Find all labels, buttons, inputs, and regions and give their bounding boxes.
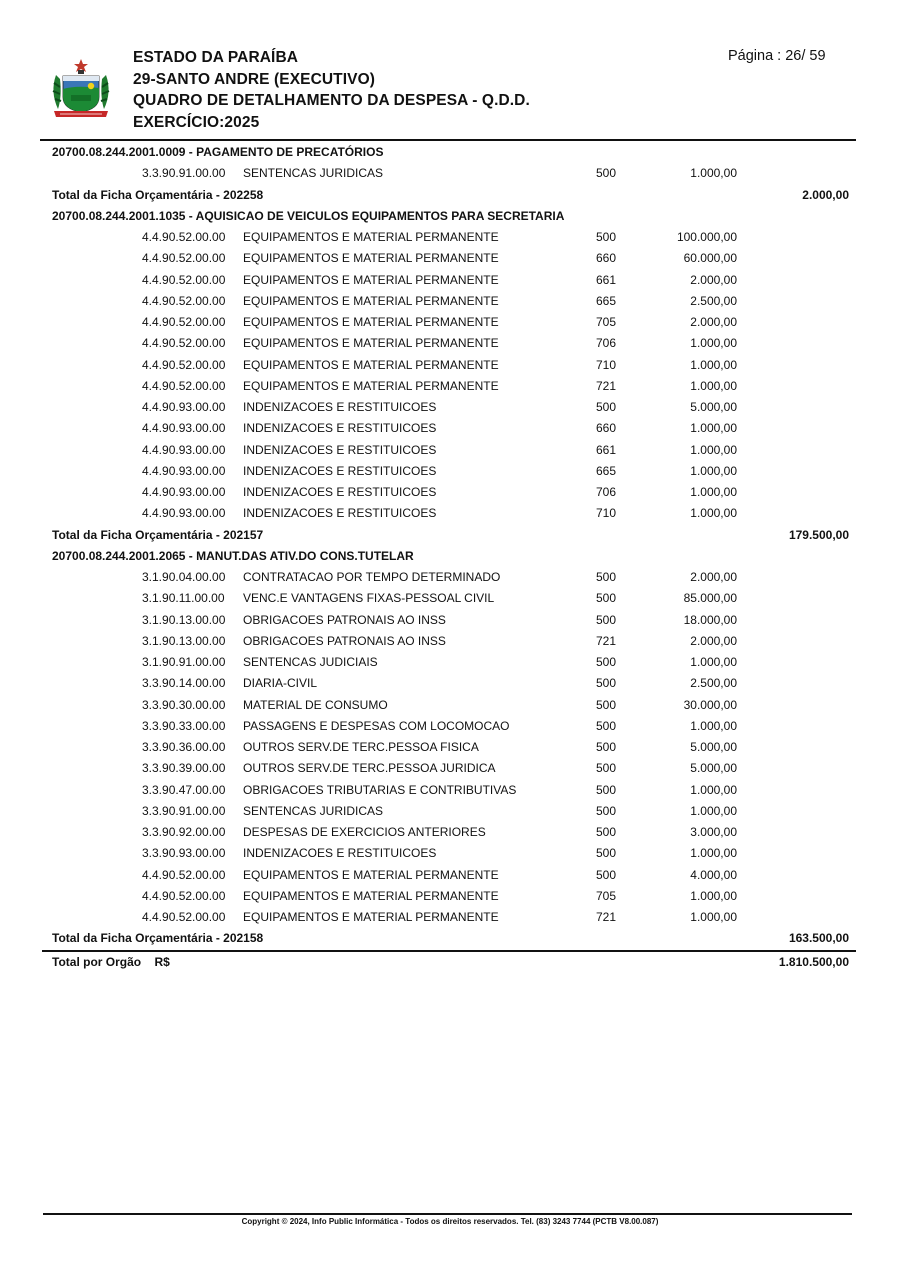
resource-source: 500	[596, 612, 617, 627]
expense-code: 4.4.90.52.00.00	[142, 293, 226, 308]
table-row	[0, 482, 900, 503]
header-divider	[40, 139, 856, 141]
expense-description: EQUIPAMENTOS E MATERIAL PERMANENTE	[243, 251, 499, 266]
expense-code: 4.4.90.52.00.00	[142, 888, 226, 903]
resource-source: 661	[596, 442, 617, 457]
expense-code: 4.4.90.93.00.00	[142, 400, 226, 414]
state-title: ESTADO DA PARAÍBA	[133, 49, 299, 66]
expense-description: EQUIPAMENTOS E MATERIAL PERMANENTE	[243, 888, 499, 903]
section-total-value: 163.500,00	[788, 931, 849, 946]
expense-code: 3.3.90.36.00.00	[142, 740, 226, 754]
copyright-footer: Copyright © 2024, Info Public Informática - Todos os direitos reservados. Tel. (83) 3243 7744 (PCTB V8.00.087)	[241, 1217, 659, 1226]
resource-source: 500	[596, 803, 617, 818]
resource-source: 500	[596, 676, 617, 691]
expense-value: 1.000,00	[690, 485, 737, 499]
expense-value: 60.000,00	[683, 251, 737, 266]
expense-code: 4.4.90.52.00.00	[142, 315, 226, 329]
expense-code: 4.4.90.52.00.00	[142, 378, 226, 393]
expense-code: 3.3.90.93.00.00	[142, 846, 226, 861]
resource-source: 500	[596, 740, 617, 754]
table-row	[0, 588, 900, 609]
expense-value: 1.000,00	[690, 463, 737, 478]
expense-description: DIARIA-CIVIL	[243, 676, 318, 691]
expense-description: CONTRATACAO POR TEMPO DETERMINADO	[243, 570, 501, 584]
resource-source: 721	[596, 378, 617, 393]
expense-code: 3.3.90.39.00.00	[142, 761, 226, 776]
expense-description: OBRIGACOES PATRONAIS AO INSS	[243, 633, 446, 648]
table-row	[0, 418, 900, 439]
expense-value: 18.000,00	[683, 612, 737, 627]
table-row	[0, 567, 900, 588]
expense-value: 1.000,00	[690, 910, 737, 924]
resource-source: 500	[596, 570, 617, 584]
section-title	[0, 206, 900, 227]
resource-source: 660	[596, 421, 617, 436]
expense-code: 3.3.90.91.00.00	[142, 803, 226, 818]
expense-description: INDENIZACOES E RESTITUICOES	[243, 400, 437, 414]
expense-description: EQUIPAMENTOS E MATERIAL PERMANENTE	[243, 867, 499, 882]
entity-title: 29-SANTO ANDRE (EXECUTIVO)	[133, 70, 376, 88]
expense-code: 4.4.90.93.00.00	[142, 421, 226, 436]
expense-description: OUTROS SERV.DE TERC.PESSOA JURIDICA	[243, 761, 496, 776]
resource-source: 721	[596, 633, 617, 648]
resource-source: 500	[596, 825, 617, 839]
expense-description: EQUIPAMENTOS E MATERIAL PERMANENTE	[243, 230, 499, 244]
expense-code: 3.3.90.33.00.00	[142, 718, 226, 733]
resource-source: 665	[596, 293, 617, 308]
resource-source: 500	[596, 655, 617, 669]
resource-source: 706	[596, 485, 617, 499]
grand-total-label: Total por Orgão R$	[52, 954, 170, 969]
expense-value: 1.000,00	[690, 846, 737, 861]
expense-description: VENC.E VANTAGENS FIXAS-PESSOAL CIVIL	[243, 591, 495, 606]
expense-value: 1.000,00	[690, 166, 737, 181]
table-row	[0, 248, 900, 269]
table-row	[0, 440, 900, 461]
table-row	[0, 333, 900, 354]
table-row	[0, 758, 900, 779]
expense-code: 3.3.90.30.00.00	[142, 697, 226, 712]
expense-value: 1.000,00	[690, 357, 737, 372]
expense-description: SENTENCAS JURIDICAS	[243, 803, 384, 818]
section-title-text: 20700.08.244.2001.2065 - MANUT.DAS ATIV.DO CONS.TUTELAR	[52, 548, 414, 563]
expense-code: 4.4.90.52.00.00	[142, 867, 226, 882]
expense-value: 1.000,00	[690, 442, 737, 457]
expense-value: 1.000,00	[690, 421, 737, 436]
expense-value: 1.000,00	[690, 655, 737, 669]
expense-code: 3.1.90.04.00.00	[142, 570, 226, 584]
expense-description: EQUIPAMENTOS E MATERIAL PERMANENTE	[243, 315, 499, 329]
expense-code: 4.4.90.93.00.00	[142, 463, 226, 478]
section-title	[0, 142, 900, 163]
expense-code: 4.4.90.52.00.00	[142, 272, 226, 287]
expense-value: 4.000,00	[690, 867, 737, 882]
resource-source: 705	[596, 888, 617, 903]
resource-source: 710	[596, 357, 617, 372]
expense-code: 4.4.90.52.00.00	[142, 357, 226, 372]
table-row	[0, 865, 900, 886]
expense-value: 2.000,00	[690, 315, 737, 329]
expense-value: 2.000,00	[690, 272, 737, 287]
table-row	[0, 737, 900, 758]
resource-source: 500	[596, 230, 617, 244]
expense-description: PASSAGENS E DESPESAS COM LOCOMOCAO	[243, 718, 510, 733]
expense-description: SENTENCAS JURIDICAS	[243, 166, 384, 181]
expense-code: 3.1.90.13.00.00	[142, 633, 226, 648]
expense-value: 1.000,00	[690, 336, 737, 351]
expense-description: INDENIZACOES E RESTITUICOES	[243, 421, 437, 436]
resource-source: 500	[596, 400, 617, 414]
expense-code: 3.1.90.91.00.00	[142, 655, 226, 669]
grand-total-value: 1.810.500,00	[778, 954, 849, 969]
footer-divider	[43, 1213, 852, 1215]
expense-description: EQUIPAMENTOS E MATERIAL PERMANENTE	[243, 910, 499, 924]
resource-source: 661	[596, 272, 617, 287]
table-row	[0, 907, 900, 928]
section-total-value: 2.000,00	[802, 187, 849, 202]
resource-source: 500	[596, 761, 617, 776]
table-row	[0, 312, 900, 333]
report-title: QUADRO DE DETALHAMENTO DA DESPESA - Q.D.D.	[133, 92, 530, 109]
section-total-label: Total da Ficha Orçamentária - 202157	[52, 527, 264, 542]
section-total-label: Total da Ficha Orçamentária - 202158	[52, 931, 264, 946]
expense-description: OBRIGACOES PATRONAIS AO INSS	[243, 612, 446, 627]
expense-description: INDENIZACOES E RESTITUICOES	[243, 463, 437, 478]
page-number: Página : 26/ 59	[728, 48, 826, 64]
table-row	[0, 780, 900, 801]
expense-description: OBRIGACOES TRIBUTARIAS E CONTRIBUTIVAS	[243, 782, 517, 797]
resource-source: 665	[596, 463, 617, 478]
expense-code: 3.3.90.14.00.00	[142, 676, 226, 691]
resource-source: 500	[596, 846, 617, 861]
expense-value: 1.000,00	[690, 378, 737, 393]
table-row	[0, 376, 900, 397]
section-total-row	[0, 185, 900, 206]
table-row	[0, 886, 900, 907]
table-row	[0, 503, 900, 524]
expense-description: INDENIZACOES E RESTITUICOES	[243, 442, 437, 457]
table-row	[0, 652, 900, 673]
expense-code: 4.4.90.93.00.00	[142, 506, 226, 521]
section-title-text: 20700.08.244.2001.0009 - PAGAMENTO DE PRECATÓRIOS	[52, 145, 384, 159]
expense-description: DESPESAS DE EXERCICIOS ANTERIORES	[243, 825, 486, 839]
expense-description: INDENIZACOES E RESTITUICOES	[243, 485, 437, 499]
expense-value: 2.500,00	[690, 293, 737, 308]
resource-source: 500	[596, 718, 617, 733]
resource-source: 500	[596, 591, 617, 606]
expense-value: 85.000,00	[683, 591, 737, 606]
section-total-row	[0, 928, 900, 949]
resource-source: 500	[596, 697, 617, 712]
expense-code: 3.1.90.11.00.00	[142, 591, 225, 606]
expense-value: 5.000,00	[690, 761, 737, 776]
expense-value: 1.000,00	[690, 506, 737, 521]
expense-description: SENTENCAS JUDICIAIS	[243, 655, 378, 669]
table-row	[0, 822, 900, 843]
resource-source: 500	[596, 166, 617, 181]
resource-source: 705	[596, 315, 617, 329]
expense-value: 1.000,00	[690, 888, 737, 903]
resource-source: 721	[596, 910, 617, 924]
table-row	[0, 163, 900, 184]
table-row	[0, 673, 900, 694]
expense-value: 1.000,00	[690, 782, 737, 797]
resource-source: 500	[596, 782, 617, 797]
expense-description: EQUIPAMENTOS E MATERIAL PERMANENTE	[243, 272, 499, 287]
table-row	[0, 227, 900, 248]
report-titles	[133, 47, 530, 133]
section-total-row	[0, 525, 900, 546]
resource-source: 710	[596, 506, 617, 521]
expense-description: OUTROS SERV.DE TERC.PESSOA FISICA	[243, 740, 479, 754]
expense-description: EQUIPAMENTOS E MATERIAL PERMANENTE	[243, 357, 499, 372]
report-header	[0, 0, 900, 140]
section-total-value: 179.500,00	[788, 527, 849, 542]
expense-description: INDENIZACOES E RESTITUICOES	[243, 846, 437, 861]
grand-total-row	[0, 952, 900, 973]
expense-code: 3.3.90.92.00.00	[142, 825, 226, 839]
expense-value: 2.500,00	[690, 676, 737, 691]
resource-source: 500	[596, 867, 617, 882]
resource-source: 660	[596, 251, 617, 266]
expense-code: 4.4.90.52.00.00	[142, 251, 226, 266]
expense-description: MATERIAL DE CONSUMO	[243, 697, 388, 712]
table-row	[0, 631, 900, 652]
expense-value: 2.000,00	[690, 633, 737, 648]
expense-value: 5.000,00	[690, 740, 737, 754]
expense-description: EQUIPAMENTOS E MATERIAL PERMANENTE	[243, 293, 499, 308]
table-row	[0, 397, 900, 418]
expense-description: EQUIPAMENTOS E MATERIAL PERMANENTE	[243, 336, 499, 351]
expense-value: 1.000,00	[690, 718, 737, 733]
paraiba-coat-of-arms-icon	[46, 57, 116, 120]
section-total-label: Total da Ficha Orçamentária - 202258	[52, 187, 264, 202]
expense-code: 4.4.90.52.00.00	[142, 230, 226, 244]
expense-code: 4.4.90.93.00.00	[142, 485, 226, 499]
expense-code: 4.4.90.52.00.00	[142, 336, 226, 351]
expense-code: 3.3.90.91.00.00	[142, 166, 226, 181]
expense-description: EQUIPAMENTOS E MATERIAL PERMANENTE	[243, 378, 499, 393]
expense-value: 100.000,00	[676, 230, 737, 244]
expense-code: 3.1.90.13.00.00	[142, 612, 226, 627]
expense-value: 2.000,00	[690, 570, 737, 584]
expense-value: 5.000,00	[690, 400, 737, 414]
table-row	[0, 716, 900, 737]
table-row	[0, 291, 900, 312]
table-row	[0, 270, 900, 291]
resource-source: 706	[596, 336, 617, 351]
table-row	[0, 610, 900, 631]
table-row	[0, 695, 900, 716]
table-row	[0, 801, 900, 822]
section-title-text: 20700.08.244.2001.1035 - AQUISICAO DE VEICULOS EQUIPAMENTOS PARA SECRETARIA	[52, 208, 565, 223]
expense-code: 4.4.90.52.00.00	[142, 910, 226, 924]
fiscal-year: EXERCÍCIO:2025	[133, 113, 260, 131]
expense-code: 4.4.90.93.00.00	[142, 442, 226, 457]
table-row	[0, 843, 900, 864]
expense-value: 3.000,00	[690, 825, 737, 839]
expense-description: INDENIZACOES E RESTITUICOES	[243, 506, 437, 521]
expense-value: 30.000,00	[683, 697, 737, 712]
expense-value: 1.000,00	[690, 803, 737, 818]
section-title	[0, 546, 900, 567]
table-row	[0, 461, 900, 482]
table-row	[0, 355, 900, 376]
expense-code: 3.3.90.47.00.00	[142, 782, 226, 797]
